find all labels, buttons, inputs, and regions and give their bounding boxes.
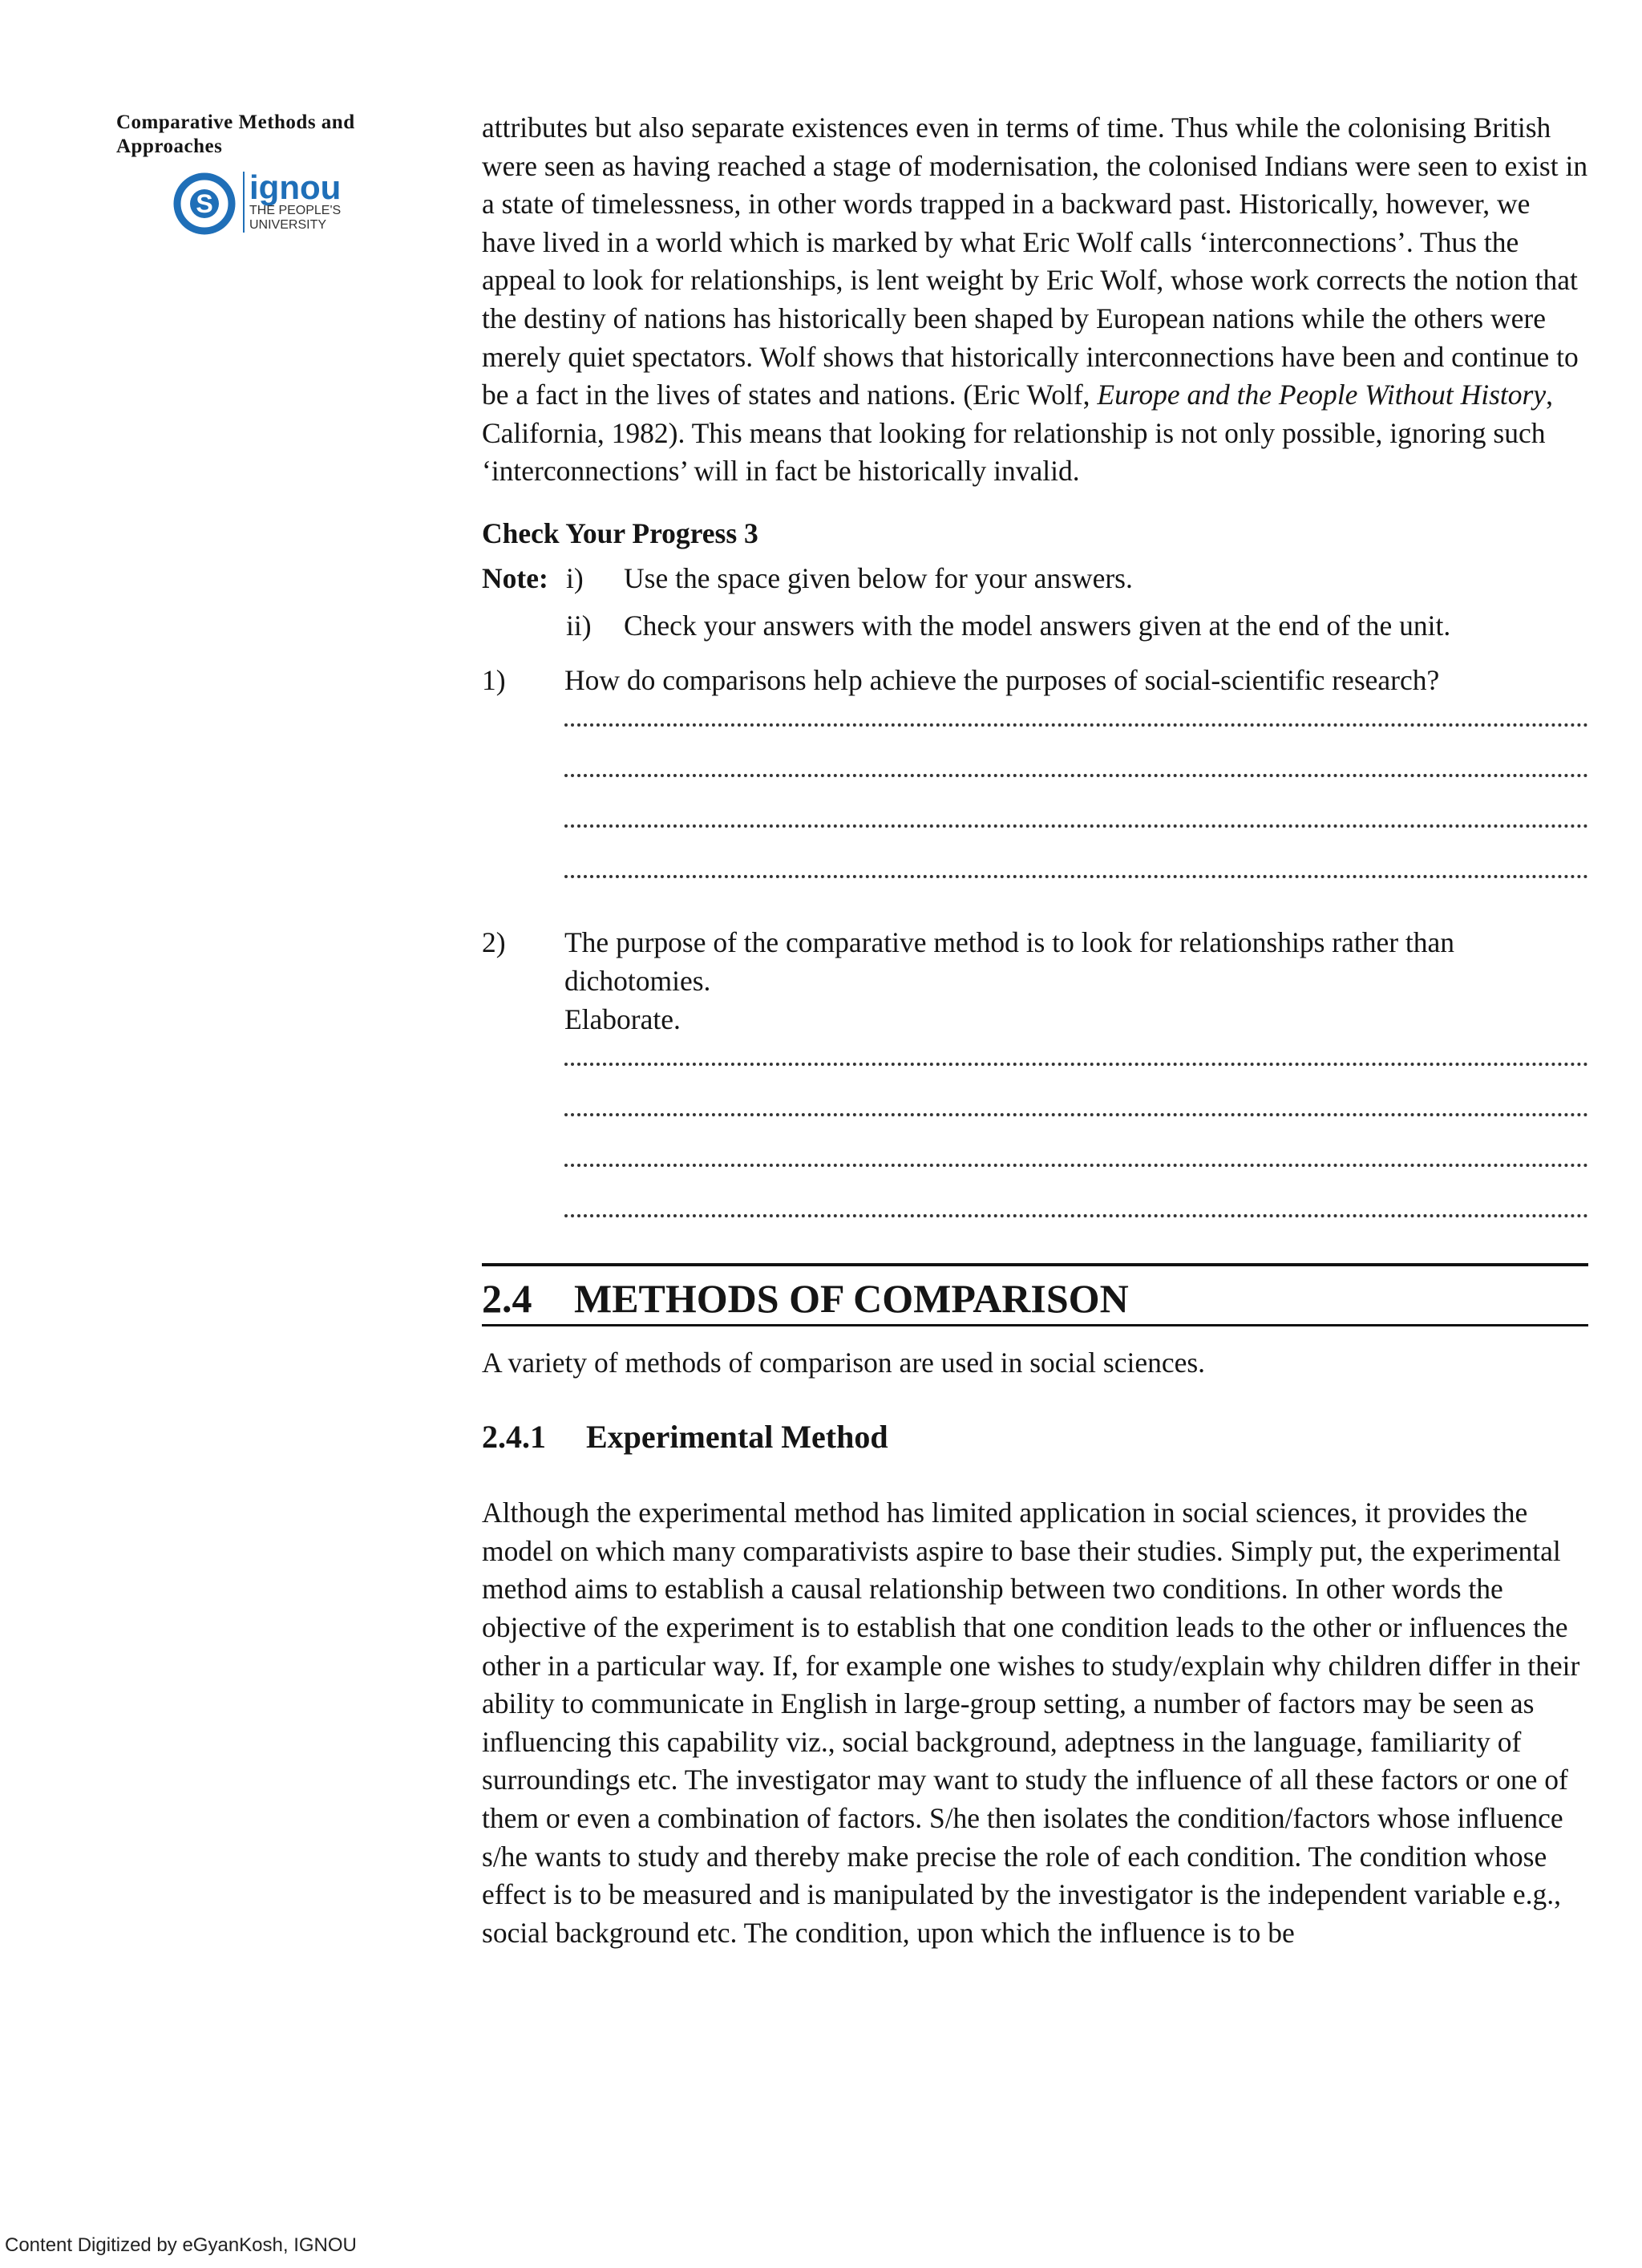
answer-line[interactable] (564, 823, 1588, 828)
note-row-2 (566, 607, 1588, 646)
question-1 (482, 662, 1588, 700)
answer-line[interactable] (564, 722, 1588, 727)
note-label: Note: (482, 561, 548, 594)
svg-text:S: S (196, 189, 213, 218)
intro-paragraph-text: attributes but also separate existences even in terms of time. Thus while the colonising British were seen as having reached a stage of modernisation, the colonised Indians were seen to exist in a state of timelessness, in other words trapped in a backward past. Historically, however, we have lived in a world which is marked by what Eric Wolf calls ‘interconnections’. Thus the appeal to look for relationships, is lent weight by Eric Wolf, whose work corrects the notion that the destiny of nations has historically been shaped by European nations while the others were merely quiet spectators. Wolf shows that historically interconnections have been and continue to be a fact in the lives of states and nations. (Eric Wolf, (482, 111, 1588, 411)
question-2-text: The purpose of the comparative method is to look for relationships rather than dichotomies. (564, 926, 1455, 997)
running-head-line1: Comparative Methods and (116, 111, 355, 133)
answer-line[interactable] (564, 1162, 1588, 1167)
answer-area-1[interactable] (564, 722, 1588, 878)
running-head-line2: Approaches (116, 136, 223, 157)
answer-line[interactable] (564, 1112, 1588, 1116)
logo-tagline-2: UNIVERSITY (249, 218, 327, 232)
question-2-extra: Elaborate. (564, 1002, 681, 1035)
logo-name: ignou (249, 168, 342, 206)
section-intro: A variety of methods of comparison are used in social sciences. (482, 1347, 1206, 1379)
section-title: METHODS OF COMPARISON (574, 1276, 1129, 1322)
question-2 (482, 924, 1588, 1039)
citation-title: Europe and the People Without History (1097, 379, 1547, 411)
answer-line[interactable] (564, 1213, 1588, 1217)
answer-area-2[interactable] (564, 1061, 1588, 1217)
note-num-1: i) (566, 561, 584, 594)
subsection-heading (482, 1418, 1588, 1456)
question-1-text: How do comparisons help achieve the purposes of social-scientific research? (564, 663, 1440, 696)
subsection-number: 2.4.1 (482, 1418, 546, 1455)
ignou-logo (172, 168, 342, 236)
section-heading (482, 1263, 1588, 1326)
intro-paragraph (482, 109, 1588, 491)
note-text-2: Check your answers with the model answers given at the end of the unit. (624, 610, 1451, 642)
note-text-1: Use the space given below for your answers. (624, 561, 1133, 594)
intro-paragraph-end: , California, 1982). This means that looking for relationship is not only possible, ignoring such ‘interconnections’ will in fact be historically invalid. (482, 379, 1553, 488)
section-number: 2.4 (482, 1276, 532, 1322)
check-progress-title: Check Your Progress 3 (482, 516, 758, 549)
question-1-num: 1) (482, 663, 506, 696)
subsection-paragraph: Although the experimental method has limited application in social sciences, it provides the model on which many comparativists aspire to base their studies. Simply put, the experimental method aims to establish a causal relationship between two conditions. In other words the objective of the experiment is to establish that one condition leads to the other or influences the other in a particular way. If, for example one wishes to study/explain why children differ in their ability to communicate in English in large-group setting, a number of factors may be seen as influencing this capability viz., social background, adeptness in the language, familiarity of surroundings etc. The investigator may want to study the influence of all these factors or one of them or even a combination of factors. S/he then isolates the condition/factors whose influence s/he wants to study and thereby make precise the role of each condition. The condition whose effect is to be measured and is manipulated by the investigator is the independent variable e.g., social background etc. The condition, upon which the influence is to be (482, 1496, 1580, 1949)
question-2-num: 2) (482, 926, 506, 959)
footer-credit: Content Digitized by eGyanKosh, IGNOU (5, 2234, 357, 2256)
answer-line[interactable] (564, 1061, 1588, 1066)
answer-line[interactable] (564, 873, 1588, 878)
question-2-body (564, 924, 1588, 1039)
running-head-block (116, 111, 421, 232)
note-num-2: ii) (566, 610, 592, 642)
main-content (482, 109, 1588, 1952)
note-row-1 (482, 560, 1588, 598)
answer-line[interactable] (564, 772, 1588, 777)
subsection-title: Experimental Method (586, 1418, 888, 1455)
logo-tagline-1: THE PEOPLE'S (249, 204, 342, 217)
ignou-logo-icon (172, 172, 237, 236)
